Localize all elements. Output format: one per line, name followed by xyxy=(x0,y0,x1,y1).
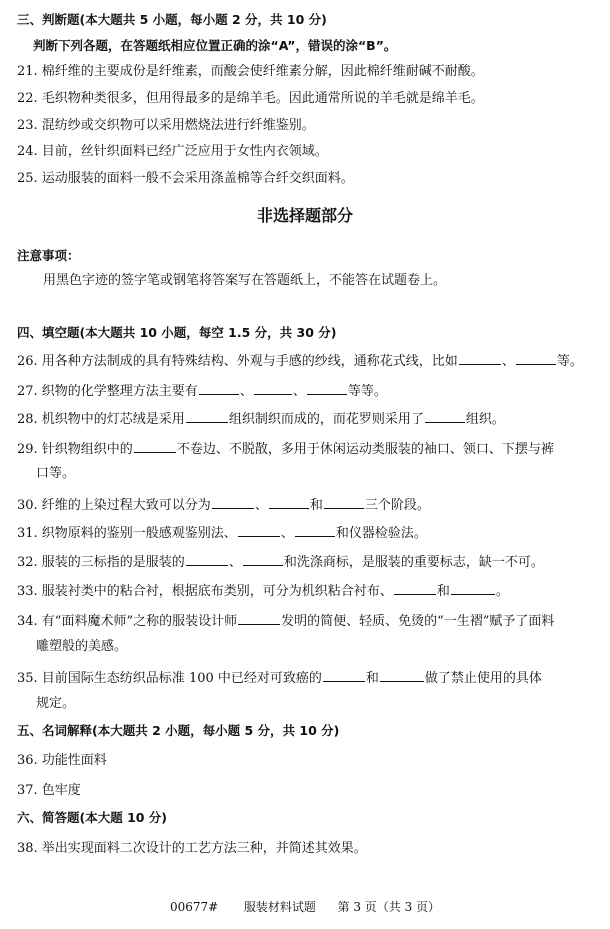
part-title: 非选择题部分 xyxy=(256,206,353,225)
section5-heading: 五、名词解释(本大题共 2 小题，每小题 5 分，共 10 分) xyxy=(17,723,340,738)
q27-end: 等等。 xyxy=(347,384,387,399)
answer-blank xyxy=(323,667,365,682)
q28-text: 28. 机织物中的灯芯绒是采用 xyxy=(17,412,185,427)
separator: 、 xyxy=(280,526,294,541)
answer-blank xyxy=(380,667,424,682)
section3-instruction: 判断下列各题，在答题纸相应位置正确的涂“A”，错误的涂“B”。 xyxy=(33,38,397,53)
q33-end: 。 xyxy=(495,584,509,599)
section4-heading: 四、填空题(本大题共 10 小题，每空 1.5 分，共 30 分) xyxy=(17,325,337,340)
question-29 xyxy=(17,438,602,458)
q32-end: 和洗涤商标，是服装的重要标志，缺一不可。 xyxy=(283,555,544,570)
q35-middle: 做了禁止使用的具体 xyxy=(424,671,542,686)
section3-heading: 三、判断题(本大题共 5 小题，每小题 2 分，共 10 分) xyxy=(17,12,327,27)
notice-label: 注意事项： xyxy=(17,248,80,263)
q33-text: 33. 服装衬类中的粘合衬，根据底布类别，可分为机织粘合衬布、 xyxy=(17,584,393,599)
page-number: 第 3 页（共 3 页） xyxy=(337,900,441,914)
question-27 xyxy=(17,380,602,400)
separator: 、 xyxy=(292,384,306,399)
question-35-continued: 规定。 xyxy=(36,696,76,711)
answer-blank xyxy=(295,522,335,537)
answer-blank xyxy=(134,438,176,453)
answer-blank xyxy=(243,551,283,566)
q26-end: 等。 xyxy=(556,354,583,369)
answer-blank xyxy=(451,580,495,595)
question-37: 37. 色牢度 xyxy=(17,783,81,798)
question-34 xyxy=(17,610,602,630)
question-33 xyxy=(17,580,602,600)
answer-blank xyxy=(394,580,436,595)
answer-blank xyxy=(324,494,364,509)
answer-blank xyxy=(516,350,556,365)
question-38: 38. 举出实现面料二次设计的工艺方法三种，并简述其效果。 xyxy=(17,841,367,856)
conjunction: 和 xyxy=(436,584,450,599)
question-24: 24. 目前，丝针织面料已经广泛应用于女性内衣领域。 xyxy=(17,144,328,159)
question-25: 25. 运动服装的面料一般不会采用涤盖棉等合纤交织面料。 xyxy=(17,171,354,186)
answer-blank xyxy=(269,494,309,509)
answer-blank xyxy=(212,494,254,509)
q28-middle: 组织制织而成的，而花罗则采用了 xyxy=(228,412,424,427)
q35-text: 35. 目前国际生态纺织品标准 100 中已经对可致癌的 xyxy=(17,671,322,686)
q30-text: 30. 纤维的上染过程大致可以分为 xyxy=(17,498,211,513)
separator: 、 xyxy=(254,498,268,513)
q27-text: 27. 织物的化学整理方法主要有 xyxy=(17,384,198,399)
separator: 、 xyxy=(228,555,242,570)
question-36: 36. 功能性面料 xyxy=(17,753,107,768)
question-23: 23. 混纺纱或交织物可以采用燃烧法进行纤维鉴别。 xyxy=(17,118,315,133)
q32-text: 32. 服装的三标指的是服装的 xyxy=(17,555,185,570)
question-26 xyxy=(17,350,602,370)
question-31 xyxy=(17,522,602,542)
q26-text: 26. 用各种方法制成的具有特殊结构、外观与手感的纱线，通称花式线，比如 xyxy=(17,354,458,369)
q34-middle: 发明的简便、轻质、免烫的“一生褶”赋予了面料 xyxy=(281,614,555,629)
answer-blank xyxy=(254,380,292,395)
question-32 xyxy=(17,551,602,571)
q30-end: 三个阶段。 xyxy=(364,498,430,513)
section6-heading: 六、简答题(本大题 10 分) xyxy=(17,810,168,825)
page-footer xyxy=(0,898,610,916)
answer-blank xyxy=(425,408,465,423)
separator: 、 xyxy=(501,354,515,369)
answer-blank xyxy=(186,551,228,566)
conjunction: 和 xyxy=(309,498,323,513)
q31-end: 和仪器检验法。 xyxy=(335,526,427,541)
conjunction: 和 xyxy=(365,671,379,686)
question-28 xyxy=(17,408,602,428)
question-30 xyxy=(17,494,602,514)
q34-text: 34. 有“面料魔术师”之称的服装设计师 xyxy=(17,614,238,629)
exam-subject: 服装材料试题 xyxy=(243,900,316,914)
question-22: 22. 毛织物种类很多，但用得最多的是绵羊毛。因此通常所说的羊毛就是绵羊毛。 xyxy=(17,91,484,106)
answer-blank xyxy=(186,408,228,423)
q29-middle: 不卷边、不脱散，多用于休闲运动类服装的袖口、领口、下摆与裤 xyxy=(176,442,554,457)
exam-code: 00677# xyxy=(169,900,219,914)
question-21: 21. 棉纤维的主要成份是纤维素，而酸会使纤维素分解，因此棉纤维耐碱不耐酸。 xyxy=(17,64,484,79)
answer-blank xyxy=(238,522,280,537)
question-29-continued: 口等。 xyxy=(36,466,76,481)
separator: 、 xyxy=(239,384,253,399)
notice-text: 用黑色字迹的签字笔或钢笔将答案写在答题纸上，不能答在试题卷上。 xyxy=(43,273,447,288)
answer-blank xyxy=(238,610,280,625)
answer-blank xyxy=(459,350,501,365)
answer-blank xyxy=(307,380,347,395)
answer-blank xyxy=(199,380,239,395)
q28-end: 组织。 xyxy=(465,412,505,427)
question-34-continued: 雕塑般的美感。 xyxy=(36,639,128,654)
q31-text: 31. 织物原料的鉴别一般感观鉴别法、 xyxy=(17,526,237,541)
question-35 xyxy=(17,667,602,687)
q29-text: 29. 针织物组织中的 xyxy=(17,442,133,457)
